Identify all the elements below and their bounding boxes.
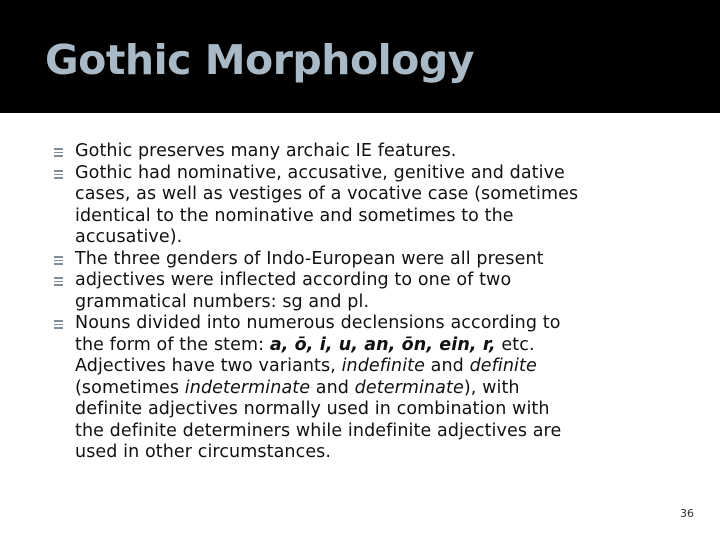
term-determinate: determinate: [354, 378, 464, 398]
bullet-5-line: definite adjectives normally used in combination with: [75, 399, 550, 419]
bullet-5-line: used in other circumstances.: [75, 442, 332, 462]
bullet-4-line: adjectives were inflected according to one of two: [75, 270, 512, 290]
bullet-1-line: Gothic preserves many archaic IE features.: [75, 141, 457, 161]
line-text: and: [310, 378, 355, 398]
line-text: ), with: [463, 378, 520, 398]
page-number: 36: [680, 507, 694, 520]
bullet-marker-icon: [54, 320, 63, 329]
line-text: etc.: [495, 335, 535, 355]
line-text: (sometimes: [75, 378, 185, 398]
bullet-2-line: Gothic had nominative, accusative, genitive and dative: [75, 163, 565, 183]
bullet-4-line: grammatical numbers: sg and pl.: [75, 292, 370, 312]
bullet-3-line: The three genders of Indo-European were all present: [75, 249, 544, 269]
bullet-5-line: Nouns divided into numerous declensions according to: [75, 313, 561, 333]
slide-title: Gothic Morphology: [45, 36, 474, 84]
title-bar: [0, 0, 720, 113]
bullet-2-line: accusative).: [75, 227, 183, 247]
term-indefinite: indefinite: [341, 356, 425, 376]
term-indeterminate: indeterminate: [184, 378, 311, 398]
bullet-5-line: the definite determiners while indefinite adjectives are: [75, 421, 562, 441]
bullet-marker-icon: [54, 148, 63, 157]
bullet-2-line: identical to the nominative and sometimes to the: [75, 206, 514, 226]
bullet-5-line: [75, 378, 520, 400]
line-text: and: [425, 356, 470, 376]
line-text: the form of the stem:: [75, 335, 270, 355]
bullet-5-line: [75, 335, 535, 357]
stem-list: a, ō, i, u, an, ōn, ein, r,: [269, 335, 496, 355]
bullet-5-line: [75, 356, 537, 378]
term-definite: definite: [469, 356, 537, 376]
bullet-marker-icon: [54, 256, 63, 265]
line-text: Adjectives have two variants,: [75, 356, 342, 376]
bullet-marker-icon: [54, 170, 63, 179]
bullet-2-line: cases, as well as vestiges of a vocative case (sometimes: [75, 184, 579, 204]
bullet-marker-icon: [54, 277, 63, 286]
